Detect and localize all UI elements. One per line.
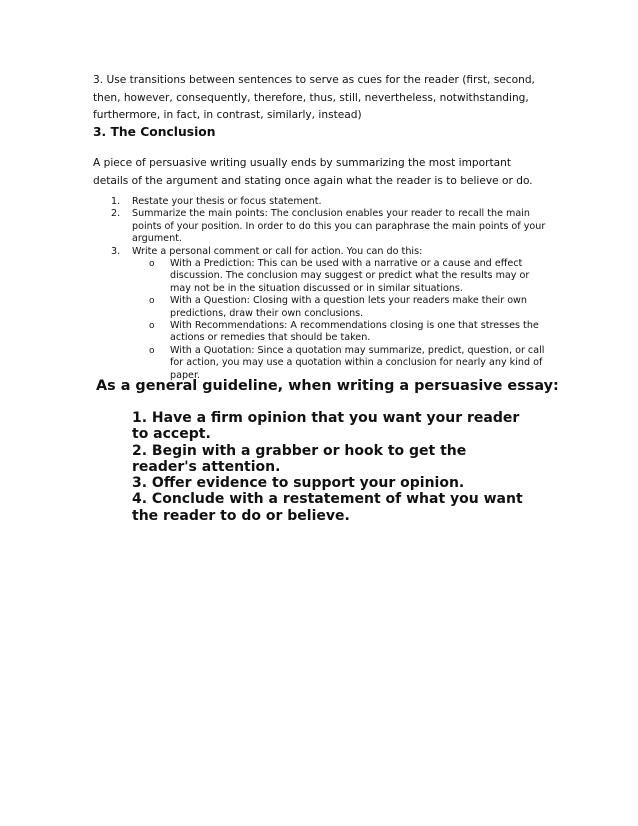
guideline-list xyxy=(132,410,532,524)
sub-list-item-text: With Recommendations: A recommendations closing is one that stresses the actions or remedies that should be taken. xyxy=(170,320,539,344)
conclusion-paragraph: A piece of persuasive writing usually ends by summarizing the most important details of the argument and stating once again what the reader is to believe or do. xyxy=(93,157,533,187)
sub-list-item xyxy=(132,320,553,345)
list-item-text: Restate your thesis or focus statement. xyxy=(132,196,322,207)
guideline-item: 4. Conclude with a restatement of what you want the reader to do or believe. xyxy=(132,491,523,524)
circle-bullet-icon: o xyxy=(149,296,155,307)
circle-bullet-icon: o xyxy=(149,345,155,356)
list-item-number: 1. xyxy=(111,196,121,207)
list-item-text: Summarize the main points: The conclusion enables your reader to recall the main points of your position. In order to do this you can paraphrase the main points of your argument. xyxy=(132,208,546,245)
list-item-text: Write a personal comment or call for action. You can do this: xyxy=(132,245,423,257)
sub-list-item-text: With a Question: Closing with a question lets your readers make their own predictions, draw their own conclusions. xyxy=(170,295,527,319)
list-item-number: 3. xyxy=(111,245,121,257)
list-item xyxy=(93,246,553,382)
guideline-item: 1. Have a firm opinion that you want your reader to accept. xyxy=(132,410,520,443)
list-item xyxy=(93,196,553,208)
conclusion-steps-list xyxy=(93,196,553,382)
circle-bullet-icon: o xyxy=(149,259,155,270)
guideline-heading: As a general guideline, when writing a persuasive essay: xyxy=(96,378,559,394)
sub-list-item-text: With a Prediction: This can be used with a narrative or a cause and effect discussion. The conclusion may suggest or predict what the results may or may not be in the situation discussed or in similar situations. xyxy=(170,258,530,294)
transitions-paragraph: 3. Use transitions between sentences to serve as cues for the reader (first, second, then, however, consequently, therefore, thus, still, nevertheless, notwithstanding, furthermore, in fact, in contrast, similarly, instead) xyxy=(93,74,535,121)
conclusion-heading: 3. The Conclusion xyxy=(93,125,216,139)
sub-list-item-text: With a Quotation: Since a quotation may summarize, predict, question, or call for action, you may use a quotation within a conclusion for nearly any kind of paper. xyxy=(170,344,545,381)
list-item-number: 2. xyxy=(111,208,121,220)
call-to-action-options-list xyxy=(132,258,553,382)
list-item xyxy=(93,208,553,245)
guideline-item: 3. Offer evidence to support your opinion. xyxy=(132,475,465,492)
sub-list-item xyxy=(132,258,553,295)
sub-list-item xyxy=(132,345,553,382)
circle-bullet-icon: o xyxy=(149,321,155,332)
sub-list-item xyxy=(132,295,553,320)
guideline-item: 2. Begin with a grabber or hook to get the reader's attention. xyxy=(132,442,467,475)
